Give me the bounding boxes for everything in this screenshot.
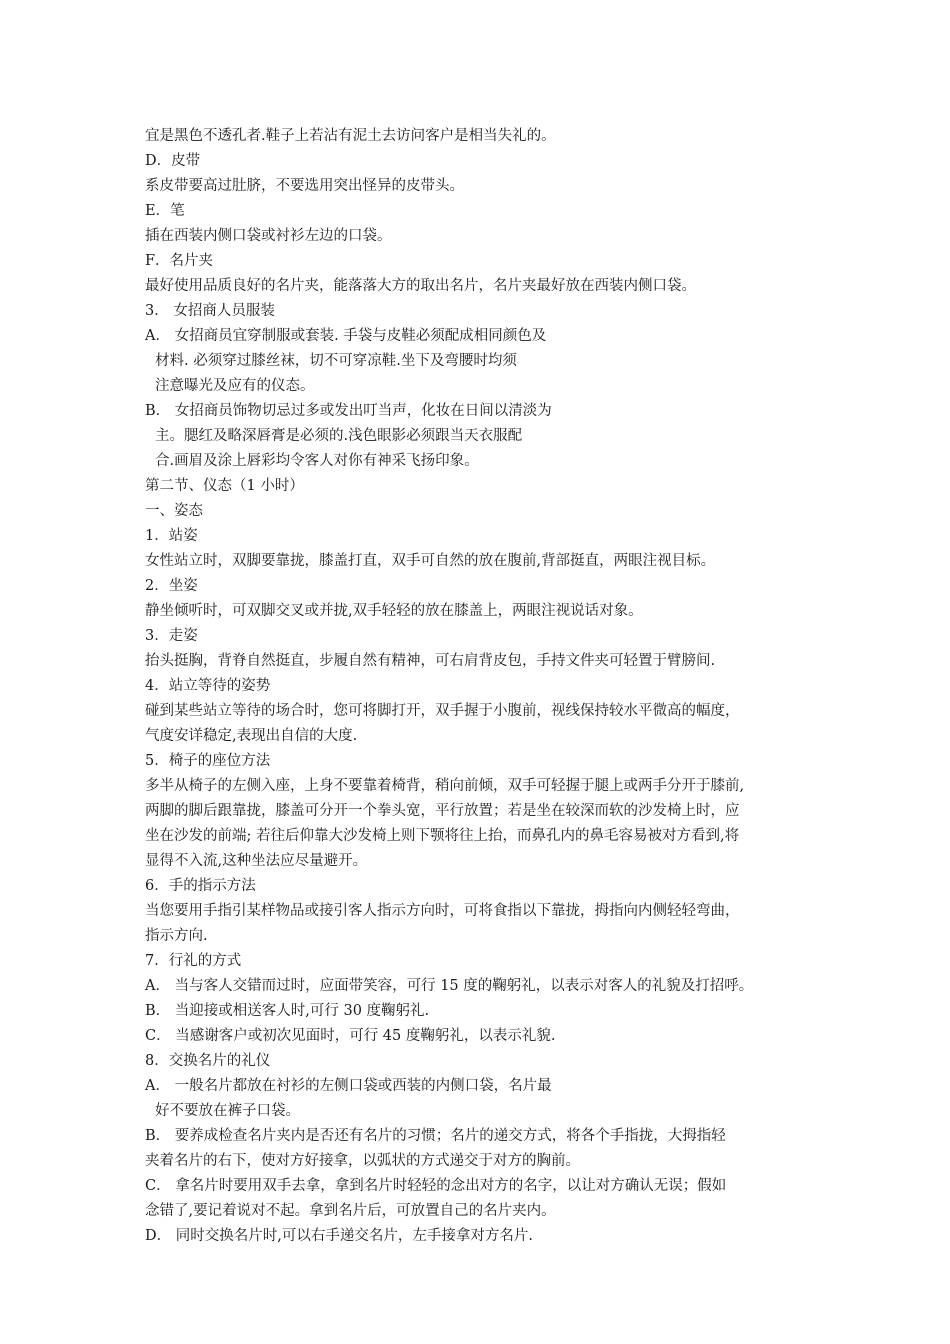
- text-line: 注意曝光及应有的仪态。: [155, 378, 315, 394]
- text-line: 7．行礼的方式: [145, 953, 242, 969]
- text-line: 多半从椅子的左侧入座，上身不要靠着椅背，稍向前倾，双手可轻握于腿上或两手分开于膝前,: [145, 778, 745, 794]
- text-line: 主。腮红及略深唇膏是必须的.浅色眼影必须跟当天衣服配: [155, 428, 523, 444]
- text-line: D． 同时交换名片时,可以右手递交名片，左手接拿对方名片.: [145, 1228, 533, 1244]
- text-line: 一、姿态: [145, 503, 203, 519]
- text-line: C． 拿名片时要用双手去拿，拿到名片时轻轻的念出对方的名字，以让对方确认无误；假如: [145, 1178, 727, 1194]
- text-line: B． 女招商员饰物切忌过多或发出叮当声，化妆在日间以清淡为: [145, 403, 552, 419]
- text-line: 系皮带要高过肚脐，不要选用突出怪异的皮带头。: [145, 178, 464, 194]
- text-line: 3． 女招商人员服装: [145, 303, 275, 319]
- text-line: 5．椅子的座位方法: [145, 753, 271, 769]
- text-line: 夹着名片的右下，使对方好接拿，以弧状的方式递交于对方的胸前。: [145, 1153, 580, 1169]
- text-line: F．名片夹: [145, 253, 214, 269]
- text-line: 两脚的脚后跟靠拢，膝盖可分开一个拳头宽，平行放置；若是坐在较深而软的沙发椅上时，应: [145, 803, 740, 819]
- text-line: C． 当感谢客户或初次见面时，可行 45 度鞠躬礼，以表示礼貌.: [145, 1028, 556, 1044]
- text-line: 8．交换名片的礼仪: [145, 1053, 271, 1069]
- text-line: B． 当迎接或相送客人时,可行 30 度鞠躬礼.: [145, 1003, 430, 1019]
- text-line: 最好使用品质良好的名片夹，能落落大方的取出名片，名片夹最好放在西装内侧口袋。: [145, 278, 696, 294]
- document-page: [145, 124, 845, 1249]
- text-line: A． 女招商员宜穿制服或套装. 手袋与皮鞋必须配成相同颜色及: [145, 328, 547, 344]
- text-line: 4．站立等待的姿势: [145, 678, 271, 694]
- text-line: 第二节、仪态（1 小时）: [145, 478, 304, 494]
- text-line: 指示方向.: [145, 928, 208, 944]
- text-line: 材料. 必须穿过膝丝袜，切不可穿凉鞋.坐下及弯腰时均须: [155, 353, 517, 369]
- text-line: 坐在沙发的前端; 若往后仰靠大沙发椅上则下颚将往上抬，而鼻孔内的鼻毛容易被对方看到,将: [145, 828, 740, 844]
- text-line: 宜是黑色不透孔者.鞋子上若沾有泥土去访问客户是相当失礼的。: [145, 128, 556, 144]
- text-line: 2．坐姿: [145, 578, 198, 594]
- text-line: 好不要放在裤子口袋。: [155, 1103, 300, 1119]
- text-line: 抬头挺胸，背脊自然挺直，步履自然有精神，可右肩背皮包，手持文件夹可轻置于臂膀间.: [145, 653, 716, 669]
- text-line: 显得不入流,这种坐法应尽量避开。: [145, 853, 368, 869]
- text-line: 插在西装内侧口袋或衬衫左边的口袋。: [145, 228, 392, 244]
- text-line: 静坐倾听时，可双脚交叉或并拢,双手轻轻的放在膝盖上，两眼注视说话对象。: [145, 603, 643, 619]
- text-line: 6．手的指示方法: [145, 878, 256, 894]
- text-line: A． 当与客人交错而过时，应面带笑容，可行 15 度的鞠躬礼，以表示对客人的礼貌及打招呼。: [145, 978, 754, 994]
- text-line: 1．站姿: [145, 528, 198, 544]
- text-line: D．皮带: [145, 153, 201, 169]
- text-line: E．笔: [145, 203, 185, 219]
- text-line: 合.画眉及涂上唇彩均令客人对你有神采飞扬印象。: [155, 453, 479, 469]
- text-line: 气度安详稳定,表现出自信的大度.: [145, 728, 358, 744]
- text-line: 当您要用手指引某样物品或接引客人指示方向时，可将食指以下靠拢，拇指向内侧轻轻弯曲，: [145, 903, 740, 919]
- text-line: 3．走姿: [145, 628, 198, 644]
- text-line: A． 一般名片都放在衬衫的左侧口袋或西装的内侧口袋，名片最: [145, 1078, 552, 1094]
- text-line: 念错了,要记着说对不起。拿到名片后，可放置自己的名片夹内。: [145, 1203, 556, 1219]
- text-line: 碰到某些站立等待的场合时，您可将脚打开，双手握于小腹前，视线保持较水平微高的幅度，: [145, 703, 740, 719]
- text-line: B． 要养成检查名片夹内是否还有名片的习惯；名片的递交方式，将各个手指拢，大拇指轻: [145, 1128, 726, 1144]
- text-line: 女性站立时，双脚要靠拢，膝盖打直，双手可自然的放在腹前,背部挺直，两眼注视目标。: [145, 553, 716, 569]
